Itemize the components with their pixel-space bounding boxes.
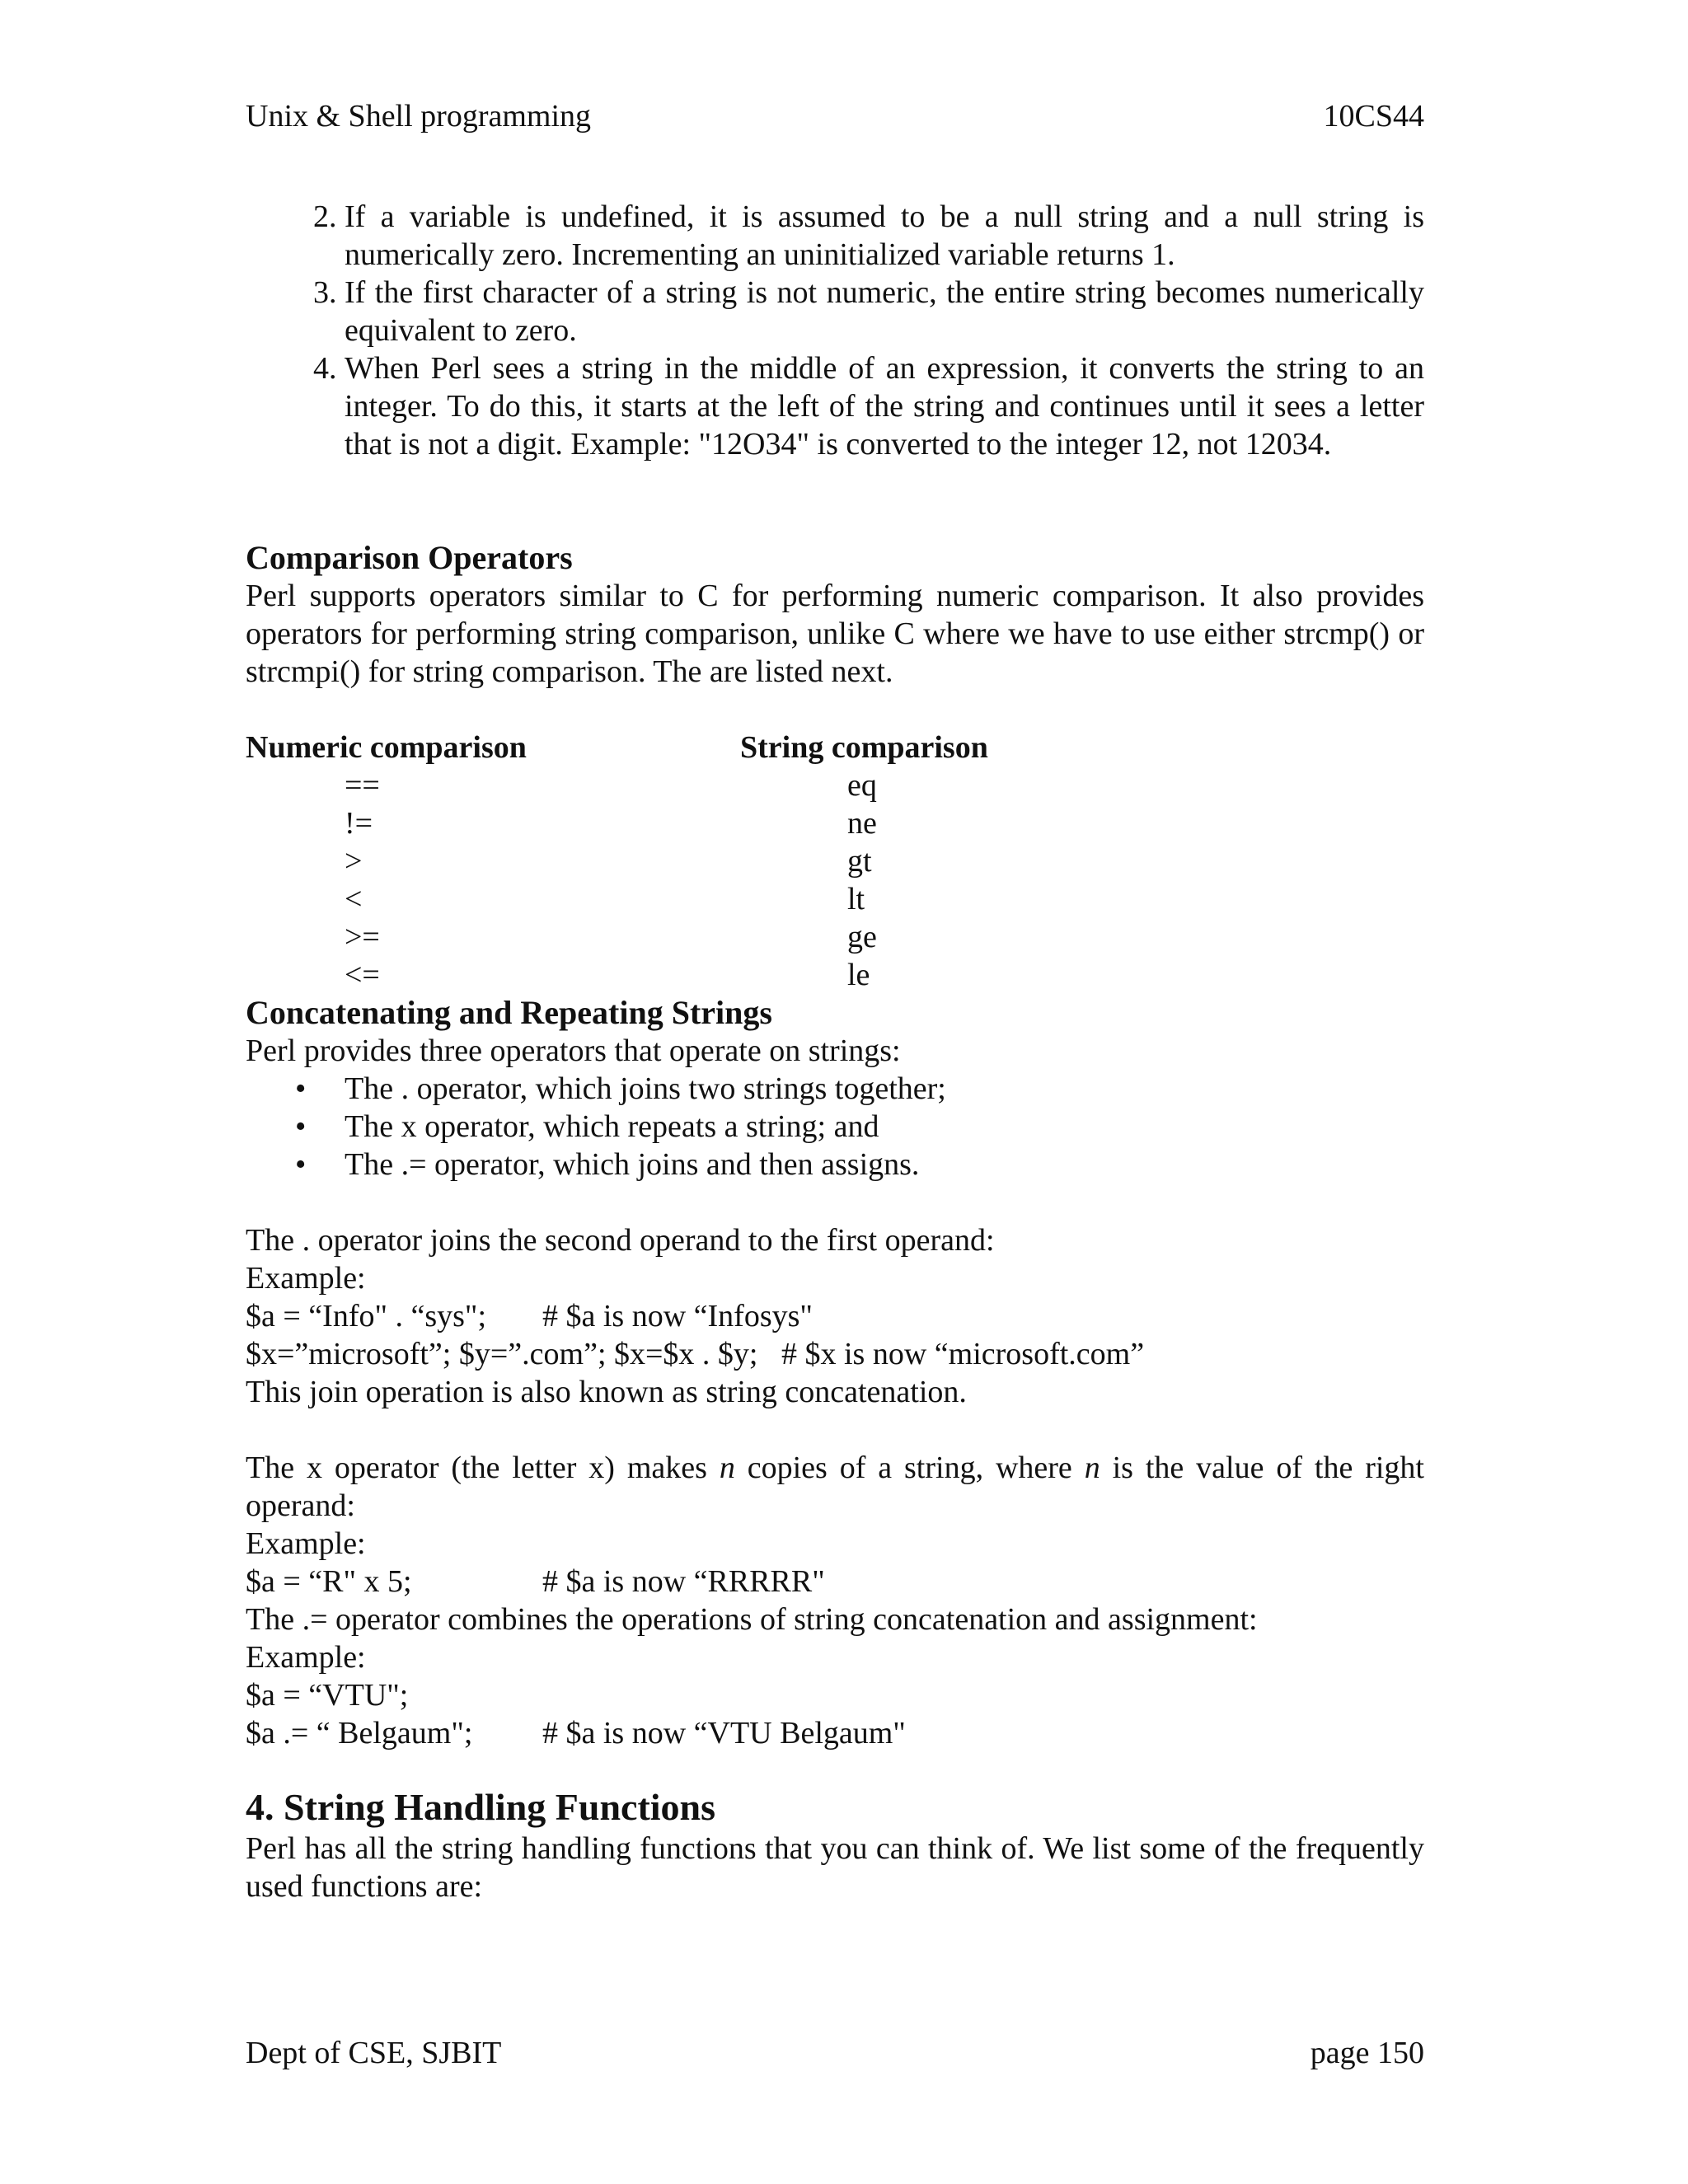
- example-label: Example:: [246, 1261, 366, 1296]
- string-operator: lt: [847, 882, 865, 916]
- table-row: [246, 880, 1424, 918]
- code-example-line: $a .= “ Belgaum"; # $a is now “VTU Belgaum": [246, 1716, 906, 1750]
- dot-operator-description: The . operator joins the second operand to the first operand:: [246, 1223, 995, 1258]
- column-header-string: String comparison: [740, 730, 988, 765]
- table-row: [246, 766, 1424, 804]
- section-heading-concat: Concatenating and Repeating Strings: [246, 994, 772, 1031]
- string-operator: eq: [847, 768, 877, 803]
- concat-note: This join operation is also known as string concatenation.: [246, 1375, 967, 1409]
- table-row: [246, 956, 1424, 994]
- list-item: 4. When Perl sees a string in the middle of an expression, it converts the string to an integer. To do this, it starts at the left of the string and continues until it sees a letter that is not a digit. Example: "12O34" is converted to the integer 12, not 12034.: [345, 349, 1424, 463]
- x-operator-description: The x operator (the letter x) makes n copies of a string, where n is the value of the right operand:: [246, 1451, 1424, 1523]
- concat-intro: Perl provides three operators that operate on strings:: [246, 1033, 901, 1068]
- numeric-operator: ==: [345, 768, 380, 803]
- code-example-line: $a = “Info" . “sys"; # $a is now “Infosys": [246, 1299, 813, 1333]
- table-row: [246, 918, 1424, 956]
- assign-operator-description: The .= operator combines the operations of string concatenation and assignment:: [246, 1602, 1258, 1637]
- section-heading-string-functions: 4. String Handling Functions: [246, 1786, 716, 1828]
- numeric-operator: <=: [345, 958, 380, 992]
- section-heading-comparison: Comparison Operators: [246, 539, 573, 576]
- code-example-line: $a = “R" x 5; # $a is now “RRRRR": [246, 1564, 825, 1599]
- string-operator: ne: [847, 806, 877, 841]
- example-label: Example:: [246, 1640, 366, 1675]
- comparison-intro: Perl supports operators similar to C for performing numeric comparison. It also provides operators for performing string comparison, unlike C where we have to use either strcmp() or strcmpi() for string comparison. The are listed next.: [246, 579, 1424, 689]
- numbered-list: [246, 198, 1424, 463]
- string-operator: gt: [847, 844, 872, 879]
- bullet-icon: •: [295, 1109, 307, 1144]
- page-header: [246, 97, 1424, 135]
- operator-bullet-list: [246, 1070, 1424, 1183]
- list-item: • The x operator, which repeats a string; and: [295, 1109, 879, 1144]
- list-item: • The . operator, which joins two strings together;: [295, 1071, 946, 1106]
- page-footer: [246, 2034, 1424, 2072]
- string-operator: ge: [847, 920, 877, 954]
- bullet-icon: •: [295, 1071, 307, 1106]
- list-item: 3. If the first character of a string is not numeric, the entire string becomes numerically equivalent to zero.: [345, 274, 1424, 349]
- numeric-operator: !=: [345, 806, 373, 841]
- example-label: Example:: [246, 1526, 366, 1561]
- column-header-numeric: Numeric comparison: [246, 730, 527, 765]
- string-functions-intro: Perl has all the string handling functions that you can think of. We list some of the frequently used functions are:: [246, 1831, 1424, 1904]
- header-title: Unix & Shell programming: [246, 99, 592, 134]
- numeric-operator: >=: [345, 920, 380, 954]
- comparison-table-header: [246, 729, 1424, 766]
- numeric-operator: <: [345, 882, 363, 916]
- list-item: • The .= operator, which joins and then assigns.: [295, 1147, 920, 1182]
- numeric-operator: >: [345, 844, 363, 879]
- table-row: [246, 804, 1424, 842]
- string-operator: le: [847, 958, 870, 992]
- bullet-icon: •: [295, 1147, 307, 1182]
- footer-page-number: page 150: [1310, 2036, 1424, 2070]
- page-content: [246, 198, 1424, 1905]
- header-course-code: 10CS44: [1323, 99, 1424, 134]
- code-example-line: $a = “VTU";: [246, 1678, 409, 1713]
- table-row: [246, 842, 1424, 880]
- footer-department: Dept of CSE, SJBIT: [246, 2036, 502, 2070]
- list-item: 2. If a variable is undefined, it is assumed to be a null string and a null string is numerically zero. Incrementing an uninitialized variable returns 1.: [345, 198, 1424, 274]
- code-example-line: $x=”microsoft”; $y=”.com”; $x=$x . $y; # $x is now “microsoft.com”: [246, 1337, 1145, 1371]
